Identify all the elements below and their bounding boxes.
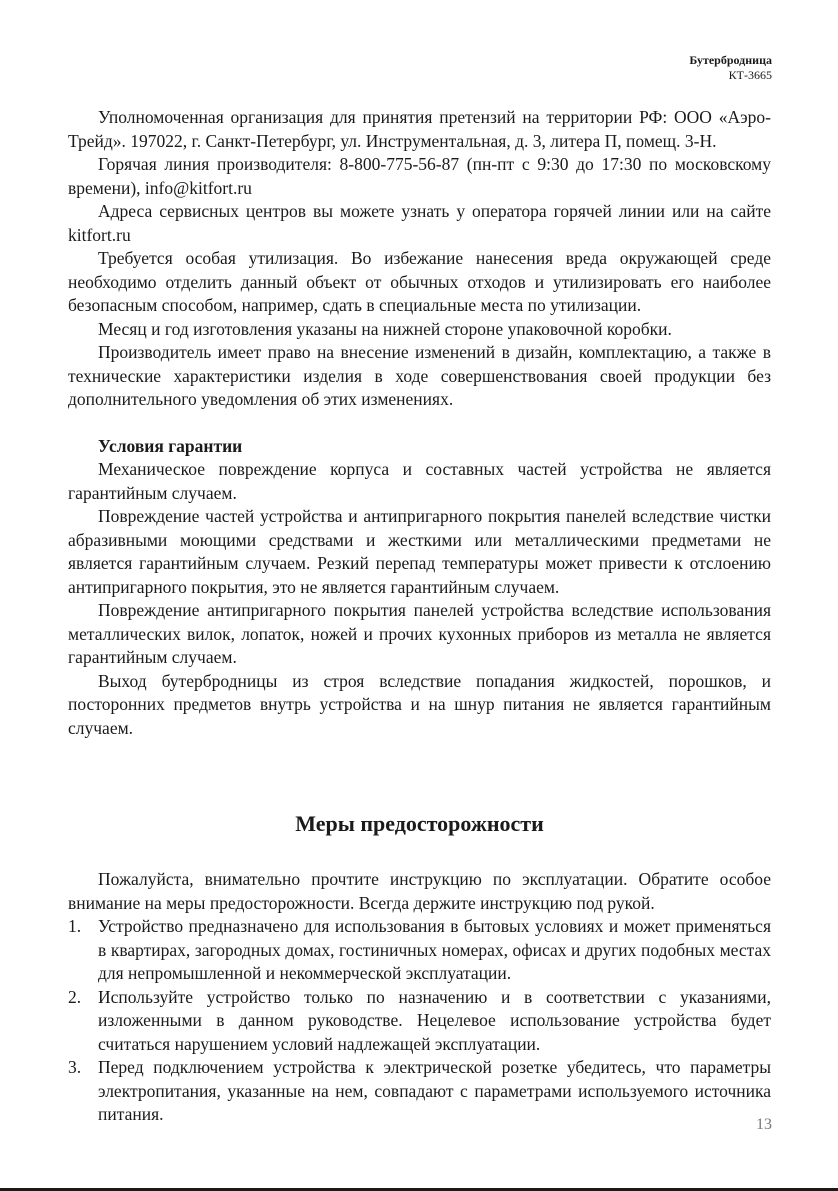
list-item-number: 3. xyxy=(68,1057,82,1077)
paragraph-manufacturer-rights: Производитель имеет право на внесение изменений в дизайн, комплектацию, а также в технические характеристики изделия в ходе совершенствования своей продукции без дополнительного уведомления об этих изменениях. xyxy=(68,342,771,409)
paragraph-disposal: Требуется особая утилизация. Во избежание нанесения вреда окружающей среде необходимо отделить данный объект от обычных отходов и утилизировать его наиболее безопасным способом, например, сдать в специальные места по утилизации. xyxy=(68,248,771,315)
precautions-section xyxy=(68,810,771,1127)
product-name: Бутербродница xyxy=(689,53,772,67)
list-item xyxy=(68,915,771,986)
main-content xyxy=(68,106,771,740)
list-item-number: 2. xyxy=(68,986,82,1007)
paragraph-hotline: Горячая линия производителя: 8-800-775-56-87 (пн-пт с 9:30 до 17:30 по московскому времени), info@kitfort.ru xyxy=(68,154,771,198)
paragraph-manufacture-date: Месяц и год изготовления указаны на нижней стороне упаковочной коробки. xyxy=(98,318,672,339)
warranty-paragraph: Повреждение антипригарного покрытия панелей устройства вследствие использования металлических вилок, лопаток, ножей и прочих кухонных приборов из металла не является гарантийным случаем. xyxy=(68,600,771,667)
list-item xyxy=(68,1056,771,1127)
warranty-heading: Условия гарантии xyxy=(98,435,243,456)
warranty-paragraph: Повреждение частей устройства и антипригарного покрытия панелей вследствие чистки абразивными моющими средствами и жесткими или металлическими предметами не является гарантийным случаем. Резкий перепад температуры может привести к отслоению антипригарного покрытия, это не является гарантийным случаем. xyxy=(68,506,771,597)
paragraph-organization: Уполномоченная организация для принятия претензий на территории РФ: ООО «Аэро-Трейд». 197022, г. Санкт-Петербург, ул. Инструментальная, д. 3, литера П, помещ. 3-Н. xyxy=(68,107,771,151)
precautions-list xyxy=(68,915,771,1127)
list-item-number: 1. xyxy=(68,916,82,936)
list-item-text: Используйте устройство только по назначению и в соответствии с указаниями, изложенными в данном руководстве. Нецелевое использование устройства будет считаться нарушением условий надлежащей эксплуатации. xyxy=(98,986,771,1054)
page-number: 13 xyxy=(756,1116,772,1133)
model-number: КТ-3665 xyxy=(728,68,772,82)
precautions-intro: Пожалуйста, внимательно прочтите инструкцию по эксплуатации. Обратите особое внимание на меры предосторожности. Всегда держите инструкцию под рукой. xyxy=(68,869,771,913)
warranty-paragraph: Механическое повреждение корпуса и составных частей устройства не является гарантийным случаем. xyxy=(68,459,771,503)
list-item xyxy=(68,986,771,1057)
list-item-text: Перед подключением устройства к электрической розетке убедитесь, что параметры электропитания, указанные на нем, совпадают с параметрами используемого источника питания. xyxy=(98,1057,771,1124)
paragraph-service-centers: Адреса сервисных центров вы можете узнать у оператора горячей линии или на сайте kitfort.ru xyxy=(68,201,771,245)
precautions-title: Меры предосторожности xyxy=(295,811,544,836)
list-item-text: Устройство предназначено для использования в бытовых условиях и может применяться в квартирах, загородных домах, гостиничных номерах, офисах и других подобных местах для непромышленной и некоммерческой эксплуатации. xyxy=(98,916,771,983)
warranty-paragraph: Выход бутербродницы из строя вследствие попадания жидкостей, порошков, и посторонних предметов внутрь устройства и на шнур питания не является гарантийным случаем. xyxy=(68,670,771,738)
page-header xyxy=(689,53,772,83)
